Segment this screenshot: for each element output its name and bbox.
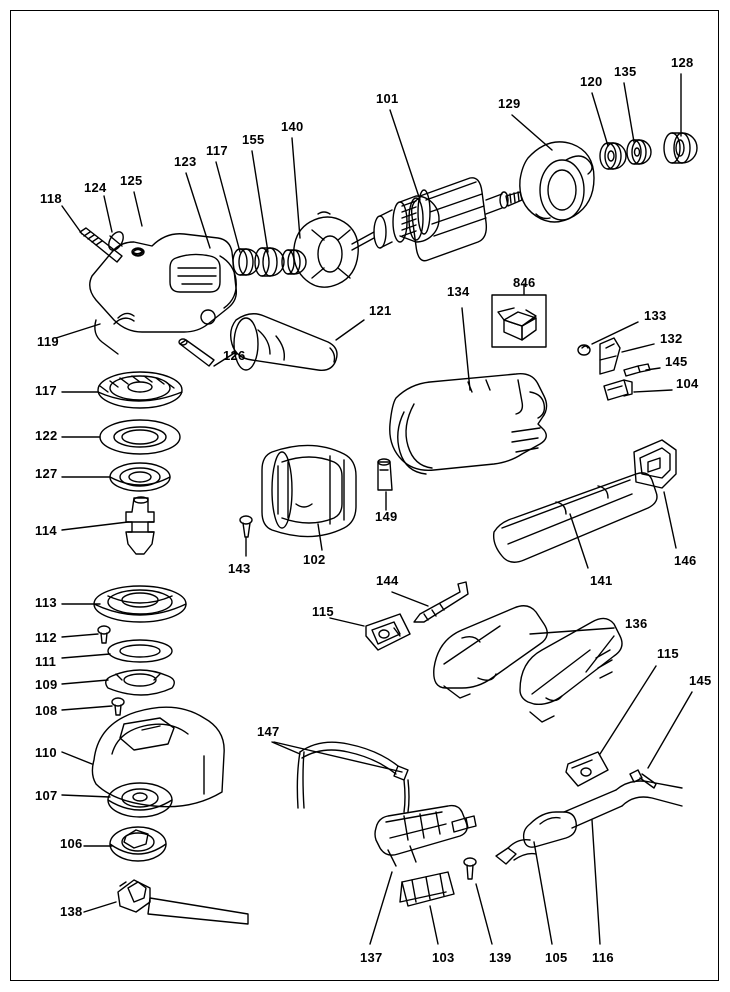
callout-126: 126	[223, 348, 246, 363]
callout-111: 111	[35, 654, 57, 669]
callout-145-upper: 145	[665, 354, 688, 369]
callout-128: 128	[671, 55, 694, 70]
callout-138: 138	[60, 904, 83, 919]
callout-139: 139	[489, 950, 512, 965]
callout-113: 113	[35, 595, 57, 610]
callout-104: 104	[676, 376, 699, 391]
callout-155: 155	[242, 132, 265, 147]
callout-108: 108	[35, 703, 58, 718]
callout-101: 101	[376, 91, 399, 106]
callout-107: 107	[35, 788, 58, 803]
callout-134: 134	[447, 284, 470, 299]
callout-129: 129	[498, 96, 521, 111]
callout-103: 103	[432, 950, 455, 965]
callout-132: 132	[660, 331, 683, 346]
callout-117-left: 117	[35, 383, 57, 398]
callout-846: 846	[513, 275, 536, 290]
callout-135: 135	[614, 64, 637, 79]
callout-114: 114	[35, 523, 57, 538]
callout-137: 137	[360, 950, 383, 965]
callout-133: 133	[644, 308, 667, 323]
callout-141: 141	[590, 573, 613, 588]
callout-116: 116	[592, 950, 614, 965]
callout-127: 127	[35, 466, 58, 481]
callout-106: 106	[60, 836, 83, 851]
callout-140: 140	[281, 119, 304, 134]
callout-123: 123	[174, 154, 197, 169]
callout-136: 136	[625, 616, 648, 631]
callout-145-lower: 145	[689, 673, 712, 688]
callout-115-right: 115	[657, 646, 679, 661]
callout-146: 146	[674, 553, 697, 568]
callout-143: 143	[228, 561, 251, 576]
callout-120: 120	[580, 74, 603, 89]
callout-105: 105	[545, 950, 568, 965]
callout-117-top: 117	[206, 143, 228, 158]
callout-124: 124	[84, 180, 107, 195]
callout-121: 121	[369, 303, 392, 318]
callout-119: 119	[37, 334, 59, 349]
callout-122: 122	[35, 428, 58, 443]
callout-118: 118	[40, 191, 62, 206]
callout-125: 125	[120, 173, 143, 188]
callout-147: 147	[257, 724, 280, 739]
callout-109: 109	[35, 677, 58, 692]
callout-115-left: 115	[312, 604, 334, 619]
callout-112: 112	[35, 630, 57, 645]
callout-110: 110	[35, 745, 57, 760]
callout-102: 102	[303, 552, 326, 567]
callout-144: 144	[376, 573, 399, 588]
callout-149: 149	[375, 509, 398, 524]
